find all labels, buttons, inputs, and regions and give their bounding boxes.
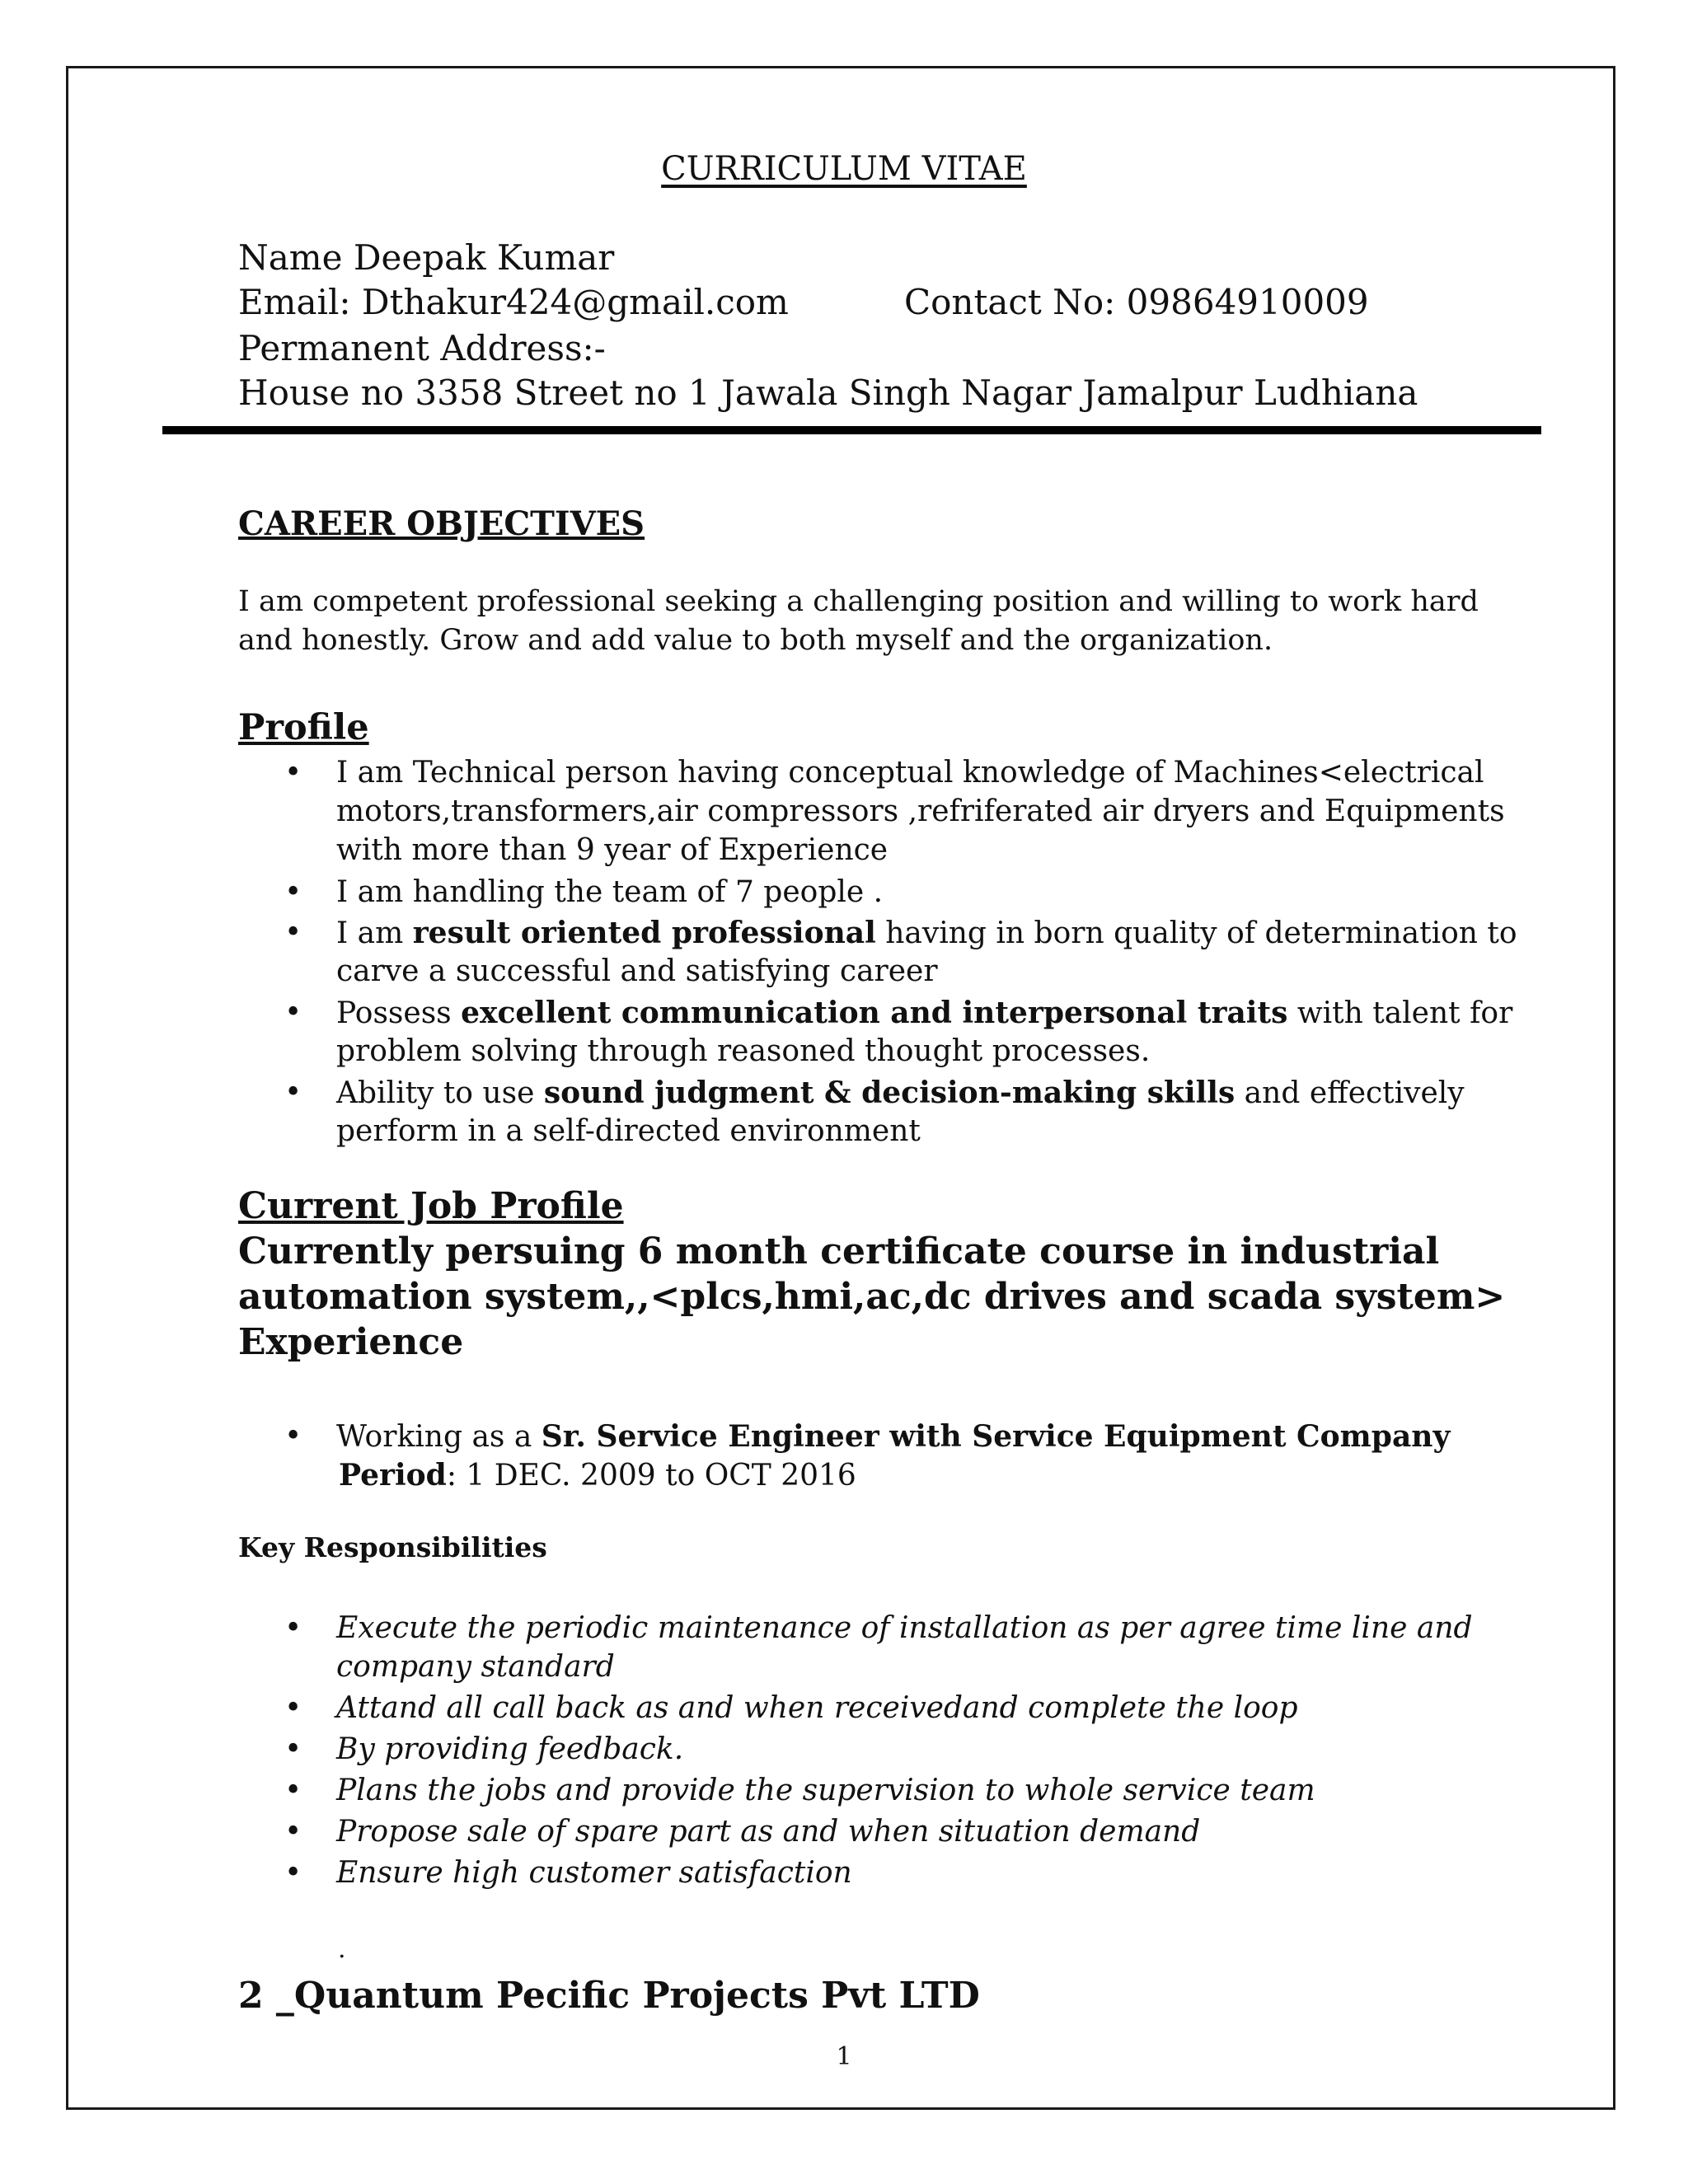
next-company-heading: 2 _Quantum Pecific Projects Pvt LTD [238,1975,980,2017]
bullet-icon: • [284,916,302,949]
contact-line: Contact No: 09864910009 [904,282,1369,322]
profile-item-1-line-1: I am Technical person having conceptual knowledge of Machines<electrical [336,756,1484,790]
profile-heading: Profile [238,707,369,748]
key-item-1-line-1: Execute the periodic maintenance of installation as per agree time line and [336,1611,1473,1645]
key-item-4: Plans the jobs and provide the supervision to whole service team [336,1774,1315,1807]
bullet-icon: • [284,996,302,1029]
document-title: CURRICULUM VITAE [661,150,1027,188]
profile-item-4-line-1: Possess excellent communication and interpersonal traits with talent for [336,996,1513,1030]
profile-item-5-line-2: perform in a self-directed environment [336,1114,921,1148]
bullet-icon: • [284,1856,302,1890]
page-number: 1 [836,2042,852,2071]
key-item-5: Propose sale of spare part as and when situation demand [336,1815,1201,1849]
key-item-1-line-2: company standard [336,1650,615,1684]
address-label: Permanent Address:- [238,328,606,368]
profile-item-1-line-3: with more than 9 year of Experience [336,833,889,867]
bullet-icon: • [284,756,302,790]
current-job-heading: Current Job Profile [238,1185,624,1227]
profile-item-2: I am handling the team of 7 people . [336,875,884,909]
profile-item-4-line-2: problem solving through reasoned thought processes. [336,1034,1151,1068]
bullet-icon: • [284,1611,302,1645]
job-line-1: Currently persuing 6 month certificate course in industrial [238,1230,1440,1272]
bullet-icon: • [284,1774,302,1807]
key-item-3: By providing feedback. [336,1732,684,1766]
key-responsibilities-heading: Key Responsibilities [238,1531,547,1563]
profile-item-3-line-2: carve a successful and satisfying career [336,954,938,988]
profile-item-1-line-2: motors,transformers,air compressors ,refriferated air dryers and Equipments [336,794,1505,828]
bullet-icon: • [284,875,302,909]
profile-item-3-line-1: I am result oriented professional having in born quality of determination to [336,916,1517,950]
bullet-icon: • [284,1691,302,1725]
bullet-icon: • [284,1419,302,1453]
career-line-1: I am competent professional seeking a challenging position and willing to work hard [238,585,1479,618]
job-line-2: automation system,,<plcs,hmi,ac,dc drives and scada system> [238,1276,1506,1318]
name-line: Name Deepak Kumar [238,237,615,278]
career-objectives-heading: CAREER OBJECTIVES [238,504,645,543]
experience-item-line-1: Working as a Sr. Service Engineer with Service Equipment Company [336,1419,1451,1454]
career-line-2: and honestly. Grow and add value to both myself and the organization. [238,624,1273,657]
email-line: Email: Dthakur424@gmail.com [238,282,789,322]
experience-period: Period: 1 DEC. 2009 to OCT 2016 [339,1458,856,1493]
profile-item-5-line-1: Ability to use sound judgment & decision-making skills and effectively [336,1076,1465,1110]
key-item-6: Ensure high customer satisfaction [336,1856,852,1890]
bullet-icon: • [284,1076,302,1109]
experience-heading: Experience [238,1321,464,1363]
stray-period: . [338,1935,346,1964]
key-item-2: Attand all call back as and when receivedand complete the loop [336,1691,1298,1725]
header-divider [162,426,1541,434]
address-line: House no 3358 Street no 1 Jawala Singh Nagar Jamalpur Ludhiana [238,373,1418,413]
bullet-icon: • [284,1815,302,1849]
bullet-icon: • [284,1732,302,1766]
